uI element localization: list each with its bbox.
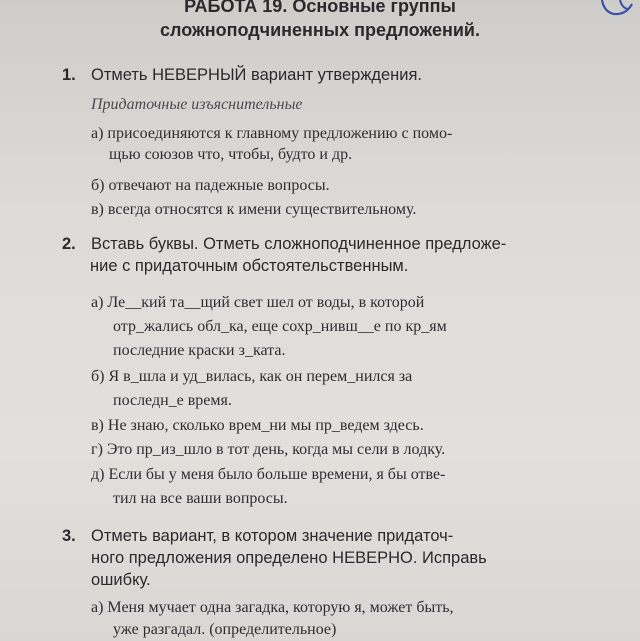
question-number: 2.: [62, 235, 76, 253]
option-2b[interactable]: б) Я в_шла и уд_вилась, как он перем_нился за последн_е время.: [91, 368, 413, 409]
option-1b[interactable]: б) отвечают на падежные вопросы.: [91, 177, 330, 194]
option-3a[interactable]: а) Меня мучает одна загадка, которую я, может быть, уже разгадал. (определительное): [91, 599, 454, 638]
option-2e[interactable]: д) Если бы у меня было больше времени, я бы отве- тил на все ваши вопросы.: [91, 466, 446, 507]
option-2c[interactable]: в) Не знаю, сколько врем_ни мы пр_ведем здесь.: [91, 417, 424, 434]
question-subheading: Придаточные изъяснительные: [91, 96, 303, 113]
option-2d[interactable]: г) Это пр_из_шло в тот день, когда мы сели в лодку.: [91, 441, 446, 458]
question-text: Отметь вариант, в котором значение придаточ- ного предложения определено НЕВЕРНО. Исправь ошибку.: [91, 527, 487, 589]
question-text: Отметь НЕВЕРНЫЙ вариант утверждения.: [91, 66, 423, 84]
option-2a[interactable]: а) Ле__кий та__щий свет шел от воды, в которой отр_жались обл_ка, еще сохр_нивш__е по кр_ям последние краски з_ката.: [91, 294, 447, 359]
question-number: 3.: [62, 527, 76, 545]
page-subtitle: сложноподчиненных предложений.: [160, 20, 480, 40]
page-title: РАБОТА 19. Основные группы: [184, 0, 456, 16]
option-1a[interactable]: а) присоединяются к главному предложению с помо- щью союзов что, чтобы, будто и др.: [91, 125, 453, 163]
question-number: 1.: [62, 66, 76, 84]
option-1c[interactable]: в) всегда относятся к имени существительному.: [91, 201, 417, 218]
question-text: Вставь буквы. Отметь сложноподчиненное предложе- ние с придаточным обстоятельственным.: [90, 235, 507, 275]
